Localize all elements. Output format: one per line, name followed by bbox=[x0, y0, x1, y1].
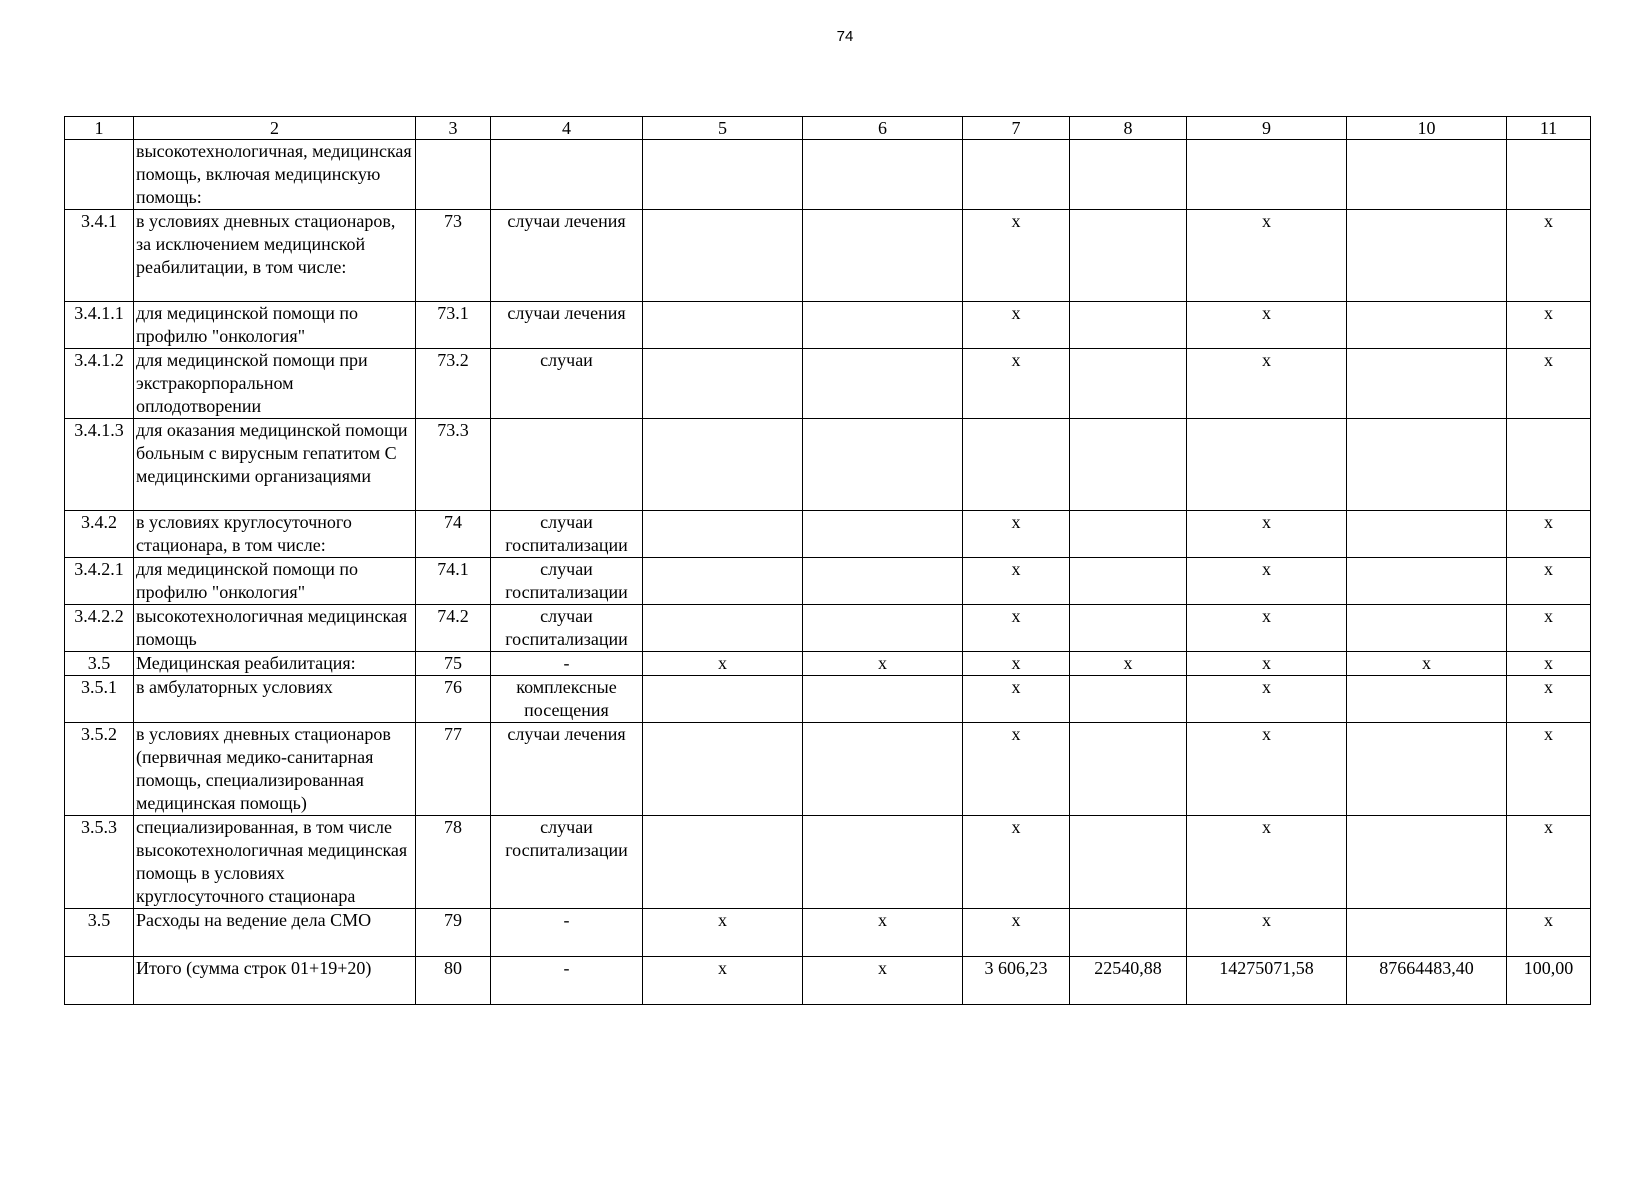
table-cell-col-7: x bbox=[963, 349, 1070, 419]
table-cell-col-3: 74 bbox=[416, 511, 491, 558]
table-cell-col-11: x bbox=[1507, 652, 1591, 676]
table-cell-col-2: Расходы на ведение дела СМО bbox=[134, 909, 416, 957]
table-body bbox=[65, 117, 1591, 1005]
table-cell-col-3: 73 bbox=[416, 210, 491, 302]
table-cell-col-10 bbox=[1347, 816, 1507, 909]
table-cell-col-5 bbox=[643, 302, 803, 349]
table-cell-col-4: случаи лечения bbox=[491, 210, 643, 302]
table-cell-col-6 bbox=[803, 676, 963, 723]
table-cell-col-6: x bbox=[803, 652, 963, 676]
table-cell-col-9: x bbox=[1187, 652, 1347, 676]
table-cell-col-10 bbox=[1347, 210, 1507, 302]
table-cell-col-2: Медицинская реабилитация: bbox=[134, 652, 416, 676]
table-cell-col-6 bbox=[803, 140, 963, 210]
table-cell-col-7: x bbox=[963, 302, 1070, 349]
column-header-1: 1 bbox=[65, 117, 134, 140]
table-cell-col-9: x bbox=[1187, 302, 1347, 349]
table-cell-col-11: x bbox=[1507, 302, 1591, 349]
table-cell-col-5 bbox=[643, 676, 803, 723]
table-cell-col-8 bbox=[1070, 419, 1187, 511]
table-row bbox=[65, 723, 1591, 816]
table-cell-col-1: 3.4.1.1 bbox=[65, 302, 134, 349]
table-cell-col-8: 22540,88 bbox=[1070, 957, 1187, 1005]
table-row bbox=[65, 816, 1591, 909]
table-cell-col-3: 74.2 bbox=[416, 605, 491, 652]
table-cell-col-4: - bbox=[491, 909, 643, 957]
table-cell-col-3: 74.1 bbox=[416, 558, 491, 605]
table-cell-col-2: для оказания медицинской помощи больным с вирусным гепатитом С медицинскими организациями bbox=[134, 419, 416, 511]
table-cell-col-10 bbox=[1347, 676, 1507, 723]
table-cell-col-8 bbox=[1070, 723, 1187, 816]
table-row bbox=[65, 558, 1591, 605]
table-cell-col-2: высокотехнологичная медицинская помощь bbox=[134, 605, 416, 652]
table-cell-col-10 bbox=[1347, 909, 1507, 957]
table-cell-col-9: x bbox=[1187, 511, 1347, 558]
table-cell-col-4: случаи госпитализации bbox=[491, 558, 643, 605]
table-cell-col-3: 73.1 bbox=[416, 302, 491, 349]
table-cell-col-3: 76 bbox=[416, 676, 491, 723]
table-cell-col-8 bbox=[1070, 511, 1187, 558]
table-cell-col-5 bbox=[643, 210, 803, 302]
table-cell-col-7: x bbox=[963, 723, 1070, 816]
table-cell-col-9: x bbox=[1187, 909, 1347, 957]
table-cell-col-11: x bbox=[1507, 723, 1591, 816]
table-cell-col-1: 3.5 bbox=[65, 909, 134, 957]
table-cell-col-6 bbox=[803, 210, 963, 302]
table-cell-col-2: Итого (сумма строк 01+19+20) bbox=[134, 957, 416, 1005]
table-cell-col-6 bbox=[803, 302, 963, 349]
table-cell-col-4: случаи госпитализации bbox=[491, 816, 643, 909]
table-cell-col-1: 3.4.2 bbox=[65, 511, 134, 558]
table-cell-col-9: x bbox=[1187, 349, 1347, 419]
table-cell-col-10 bbox=[1347, 605, 1507, 652]
table-row bbox=[65, 676, 1591, 723]
table-cell-col-11: x bbox=[1507, 558, 1591, 605]
table-cell-col-3: 78 bbox=[416, 816, 491, 909]
table-cell-col-5 bbox=[643, 140, 803, 210]
table-cell-col-10: 87664483,40 bbox=[1347, 957, 1507, 1005]
column-header-10: 10 bbox=[1347, 117, 1507, 140]
table-cell-col-6 bbox=[803, 723, 963, 816]
table-cell-col-9 bbox=[1187, 419, 1347, 511]
table-cell-col-3: 80 bbox=[416, 957, 491, 1005]
table-cell-col-4: случаи лечения bbox=[491, 723, 643, 816]
table-cell-col-11 bbox=[1507, 419, 1591, 511]
table-cell-col-6 bbox=[803, 349, 963, 419]
table-cell-col-7: x bbox=[963, 605, 1070, 652]
table-cell-col-11: x bbox=[1507, 816, 1591, 909]
table-cell-col-2: специализированная, в том числе высокотехнологичная медицинская помощь в условиях круглосуточного стационара bbox=[134, 816, 416, 909]
table-cell-col-8 bbox=[1070, 558, 1187, 605]
table-cell-col-7: x bbox=[963, 558, 1070, 605]
table-cell-col-4: комплексные посещения bbox=[491, 676, 643, 723]
table-cell-col-5 bbox=[643, 605, 803, 652]
table-cell-col-7 bbox=[963, 140, 1070, 210]
table-cell-col-8 bbox=[1070, 676, 1187, 723]
table-cell-col-11: x bbox=[1507, 210, 1591, 302]
table-cell-col-10 bbox=[1347, 349, 1507, 419]
table-cell-col-10 bbox=[1347, 511, 1507, 558]
table-cell-col-2: для медицинской помощи при экстракорпоральном оплодотворении bbox=[134, 349, 416, 419]
table-cell-col-4: случаи bbox=[491, 349, 643, 419]
table-cell-col-4 bbox=[491, 419, 643, 511]
table-cell-col-9: x bbox=[1187, 676, 1347, 723]
table-cell-col-1: 3.5.1 bbox=[65, 676, 134, 723]
table-cell-col-11: x bbox=[1507, 676, 1591, 723]
table-cell-col-3: 75 bbox=[416, 652, 491, 676]
column-header-9: 9 bbox=[1187, 117, 1347, 140]
table-cell-col-11: x bbox=[1507, 511, 1591, 558]
table-cell-col-9: x bbox=[1187, 558, 1347, 605]
table-cell-col-8 bbox=[1070, 140, 1187, 210]
table-cell-col-8 bbox=[1070, 349, 1187, 419]
table-cell-col-8: x bbox=[1070, 652, 1187, 676]
table-row bbox=[65, 957, 1591, 1005]
column-header-4: 4 bbox=[491, 117, 643, 140]
table-cell-col-8 bbox=[1070, 909, 1187, 957]
column-header-5: 5 bbox=[643, 117, 803, 140]
table-cell-col-6 bbox=[803, 816, 963, 909]
table-cell-col-10 bbox=[1347, 419, 1507, 511]
table-cell-col-1: 3.4.1.2 bbox=[65, 349, 134, 419]
table-cell-col-1: 3.4.1.3 bbox=[65, 419, 134, 511]
table-cell-col-7: x bbox=[963, 909, 1070, 957]
table-cell-col-5: x bbox=[643, 909, 803, 957]
table-cell-col-8 bbox=[1070, 816, 1187, 909]
table-cell-col-2: в условиях дневных стационаров, за исключением медицинской реабилитации, в том числе: bbox=[134, 210, 416, 302]
table-cell-col-5 bbox=[643, 511, 803, 558]
table-cell-col-10 bbox=[1347, 140, 1507, 210]
table-cell-col-3: 77 bbox=[416, 723, 491, 816]
table-cell-col-4 bbox=[491, 140, 643, 210]
table-cell-col-6 bbox=[803, 605, 963, 652]
table-cell-col-8 bbox=[1070, 302, 1187, 349]
table-cell-col-1: 3.5.2 bbox=[65, 723, 134, 816]
table-cell-col-1: 3.4.2.1 bbox=[65, 558, 134, 605]
table-row bbox=[65, 302, 1591, 349]
page-number: 74 bbox=[836, 28, 854, 45]
table-cell-col-3: 73.3 bbox=[416, 419, 491, 511]
table-cell-col-9: x bbox=[1187, 723, 1347, 816]
table-cell-col-7: x bbox=[963, 210, 1070, 302]
table-cell-col-6: x bbox=[803, 957, 963, 1005]
column-header-8: 8 bbox=[1070, 117, 1187, 140]
table-cell-col-6 bbox=[803, 419, 963, 511]
table-cell-col-1 bbox=[65, 140, 134, 210]
column-header-3: 3 bbox=[416, 117, 491, 140]
table-cell-col-4: случаи госпитализации bbox=[491, 605, 643, 652]
table-cell-col-9: x bbox=[1187, 210, 1347, 302]
table-cell-col-7: x bbox=[963, 676, 1070, 723]
data-table bbox=[64, 116, 1591, 1005]
table-cell-col-4: - bbox=[491, 652, 643, 676]
table-cell-col-11 bbox=[1507, 140, 1591, 210]
table-row bbox=[65, 605, 1591, 652]
table-cell-col-5 bbox=[643, 816, 803, 909]
table-cell-col-2: для медицинской помощи по профилю "онкология" bbox=[134, 302, 416, 349]
table-cell-col-10: x bbox=[1347, 652, 1507, 676]
table-cell-col-11: 100,00 bbox=[1507, 957, 1591, 1005]
table-cell-col-7: x bbox=[963, 511, 1070, 558]
table-cell-col-3 bbox=[416, 140, 491, 210]
table-cell-col-2: для медицинской помощи по профилю "онкология" bbox=[134, 558, 416, 605]
table-cell-col-2: в условиях круглосуточного стационара, в том числе: bbox=[134, 511, 416, 558]
table-cell-col-1: 3.4.1 bbox=[65, 210, 134, 302]
column-header-7: 7 bbox=[963, 117, 1070, 140]
table-cell-col-4: случаи лечения bbox=[491, 302, 643, 349]
table-cell-col-8 bbox=[1070, 605, 1187, 652]
table-cell-col-5: x bbox=[643, 652, 803, 676]
table-row bbox=[65, 419, 1591, 511]
table-cell-col-3: 73.2 bbox=[416, 349, 491, 419]
table-cell-col-11: x bbox=[1507, 605, 1591, 652]
table-cell-col-7: x bbox=[963, 652, 1070, 676]
table-cell-col-2: в условиях дневных стационаров (первичная медико-санитарная помощь, специализированная медицинская помощь) bbox=[134, 723, 416, 816]
table-row bbox=[65, 349, 1591, 419]
table-cell-col-6: x bbox=[803, 909, 963, 957]
table-row bbox=[65, 909, 1591, 957]
table-cell-col-10 bbox=[1347, 723, 1507, 816]
table-cell-col-5 bbox=[643, 558, 803, 605]
table-cell-col-3: 79 bbox=[416, 909, 491, 957]
table-cell-col-5: x bbox=[643, 957, 803, 1005]
table-cell-col-10 bbox=[1347, 302, 1507, 349]
table-header-row bbox=[65, 117, 1591, 140]
table-cell-col-1: 3.4.2.2 bbox=[65, 605, 134, 652]
table-cell-col-7 bbox=[963, 419, 1070, 511]
table-cell-col-5 bbox=[643, 419, 803, 511]
table-cell-col-6 bbox=[803, 558, 963, 605]
table-cell-col-1: 3.5.3 bbox=[65, 816, 134, 909]
table-cell-col-9 bbox=[1187, 140, 1347, 210]
table-cell-col-5 bbox=[643, 723, 803, 816]
table-cell-col-11: x bbox=[1507, 909, 1591, 957]
column-header-6: 6 bbox=[803, 117, 963, 140]
table-cell-col-8 bbox=[1070, 210, 1187, 302]
table-row bbox=[65, 652, 1591, 676]
table-cell-col-2: высокотехнологичная, медицинская помощь, включая медицинскую помощь: bbox=[134, 140, 416, 210]
table-cell-col-1: 3.5 bbox=[65, 652, 134, 676]
table-cell-col-1 bbox=[65, 957, 134, 1005]
table-cell-col-9: x bbox=[1187, 605, 1347, 652]
table-row bbox=[65, 140, 1591, 210]
table-cell-col-4: случаи госпитализации bbox=[491, 511, 643, 558]
table-row bbox=[65, 511, 1591, 558]
table-cell-col-7: x bbox=[963, 816, 1070, 909]
table-cell-col-9: x bbox=[1187, 816, 1347, 909]
table-row bbox=[65, 210, 1591, 302]
table-cell-col-7: 3 606,23 bbox=[963, 957, 1070, 1005]
table-cell-col-6 bbox=[803, 511, 963, 558]
table-cell-col-10 bbox=[1347, 558, 1507, 605]
table-cell-col-11: x bbox=[1507, 349, 1591, 419]
column-header-11: 11 bbox=[1507, 117, 1591, 140]
table-cell-col-5 bbox=[643, 349, 803, 419]
table-cell-col-9: 14275071,58 bbox=[1187, 957, 1347, 1005]
table-cell-col-4: - bbox=[491, 957, 643, 1005]
column-header-2: 2 bbox=[134, 117, 416, 140]
table-cell-col-2: в амбулаторных условиях bbox=[134, 676, 416, 723]
